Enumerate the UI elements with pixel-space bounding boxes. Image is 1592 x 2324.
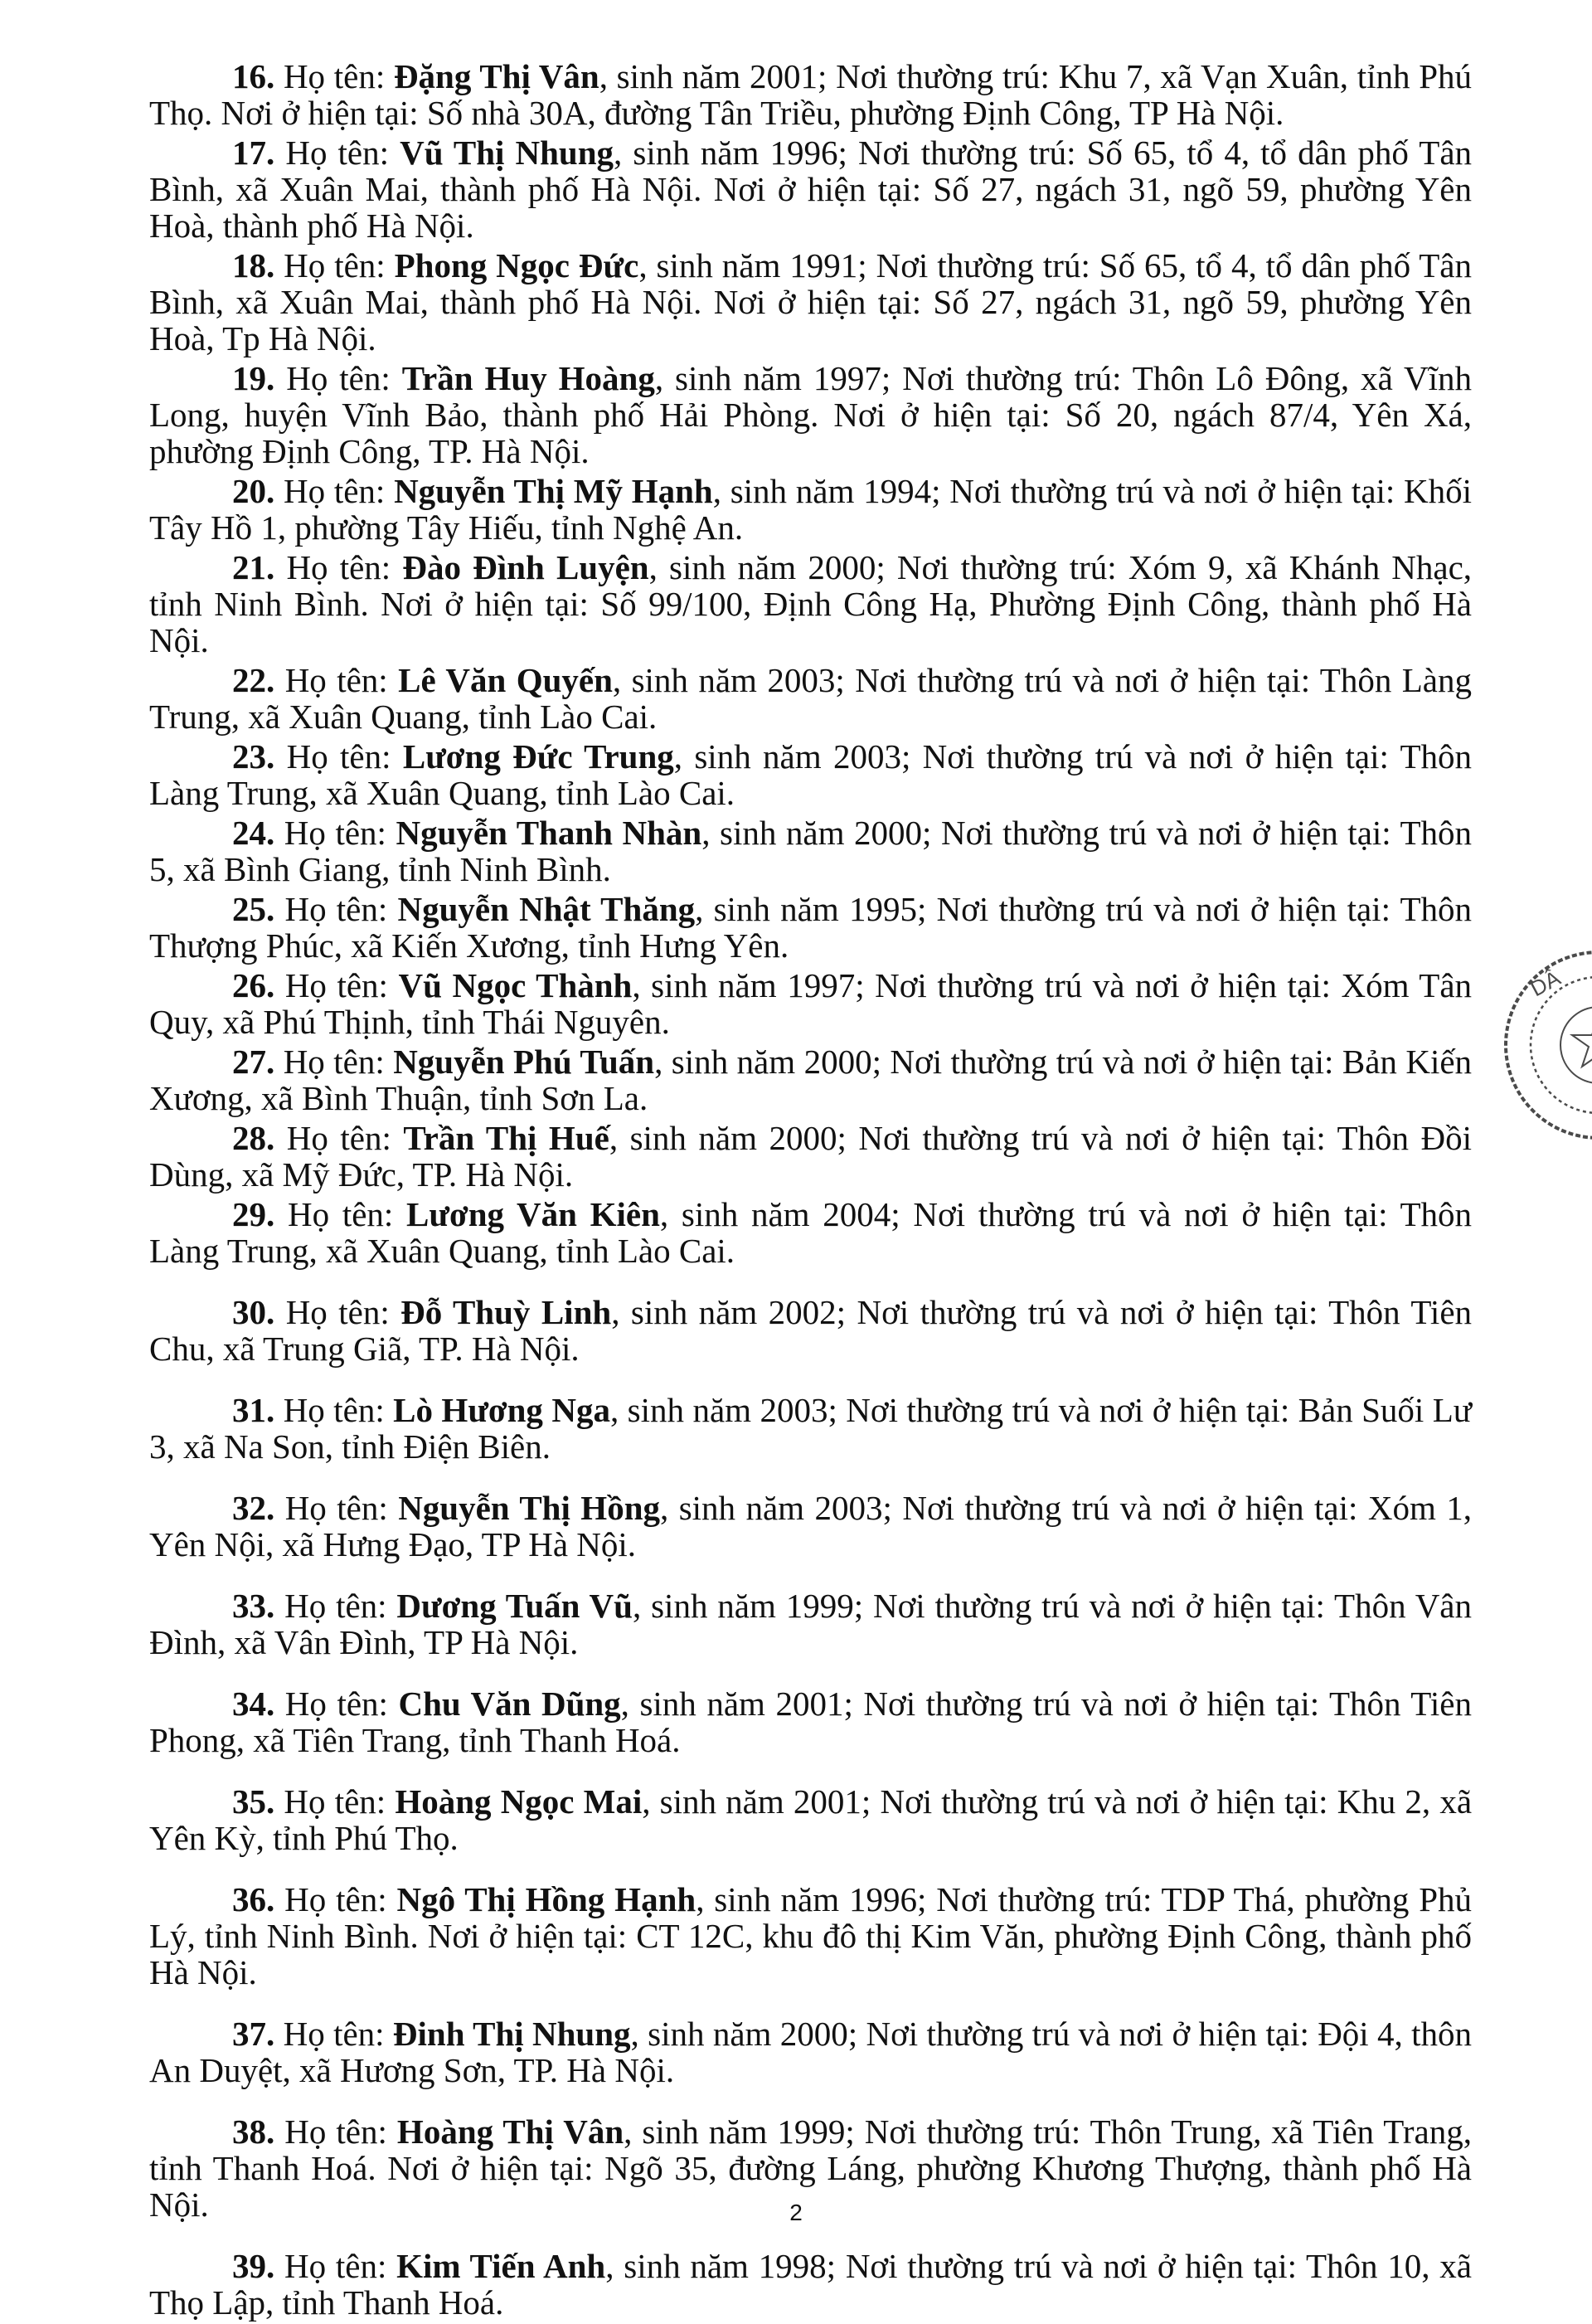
entry-name: Dương Tuấn Vũ — [396, 1587, 633, 1625]
entry-number: 30. — [232, 1293, 275, 1331]
entry-number: 23. — [232, 737, 275, 775]
entry-number: 25. — [232, 890, 275, 928]
entry-21 — [149, 549, 1472, 659]
entry-number: 38. — [232, 2113, 275, 2151]
entry-label: Họ tên: — [285, 134, 390, 172]
entry-label: Họ tên: — [284, 1880, 387, 1918]
entry-details: , sinh năm 1997; Nơi thường trú và nơi ở hiện tại: Xóm Tân Quy, xã Phú Thịnh, tỉnh Thái Nguyên. — [149, 966, 1473, 1041]
entry-26 — [149, 967, 1472, 1040]
entry-20 — [149, 473, 1472, 546]
entry-name: Lương Văn Kiên — [406, 1195, 660, 1233]
entry-name: Vũ Thị Nhung — [400, 134, 614, 172]
entry-16 — [149, 58, 1472, 131]
entry-number: 36. — [232, 1880, 275, 1918]
entry-number: 27. — [232, 1043, 275, 1081]
entry-30 — [149, 1294, 1472, 1367]
entry-label: Họ tên: — [284, 2247, 387, 2285]
entry-number: 31. — [232, 1391, 275, 1429]
entry-label: Họ tên: — [284, 1489, 388, 1527]
entry-25 — [149, 891, 1472, 964]
entry-number: 17. — [232, 134, 275, 172]
seal-emblem-star-icon — [1572, 1015, 1592, 1067]
entry-name: Đỗ Thuỳ Linh — [400, 1293, 612, 1331]
entry-details: , sinh năm 1999; Nơi thường trú và nơi ở hiện tại: Thôn Vân Đình, xã Vân Đình, TP Hà Nội. — [149, 1587, 1472, 1661]
entry-name: Trần Thị Huế — [403, 1119, 609, 1157]
entry-27 — [149, 1043, 1472, 1116]
entry-23 — [149, 738, 1472, 811]
entry-name: Nguyễn Phú Tuấn — [393, 1043, 655, 1081]
entry-number: 32. — [232, 1489, 275, 1527]
entry-number: 20. — [232, 472, 275, 510]
entry-number: 19. — [232, 359, 275, 397]
entry-label: Họ tên: — [284, 966, 388, 1004]
entry-39 — [149, 2248, 1472, 2321]
entry-33 — [149, 1587, 1472, 1660]
entry-label: Họ tên: — [284, 814, 386, 852]
seal-text: DÂ — [1526, 965, 1565, 1002]
entry-number: 29. — [232, 1195, 275, 1233]
entry-number: 21. — [232, 548, 275, 586]
entry-details: , sinh năm 2000; Nơi thường trú và nơi ở hiện tại: Đội 4, thôn An Duyệt, xã Hương Sơn, TP. Hà Nội. — [149, 2015, 1473, 2089]
official-seal-stamp — [1499, 946, 1592, 1145]
entry-31 — [149, 1392, 1472, 1465]
entry-name: Phong Ngọc Đức — [394, 246, 639, 284]
entry-number: 26. — [232, 966, 275, 1004]
entry-18 — [149, 247, 1472, 357]
entry-number: 39. — [232, 2247, 275, 2285]
entry-details: , sinh năm 1997; Nơi thường trú: Thôn Lô Đông, xã Vĩnh Long, huyện Vĩnh Bảo, thành phố Hải Phòng. Nơi ở hiện tại: Số 20, ngách 87/4, Yên Xá, phường Định Công, TP. Hà Nội. — [149, 359, 1473, 470]
entry-28 — [149, 1120, 1472, 1193]
entry-label: Họ tên: — [284, 1587, 387, 1625]
entry-name: Nguyễn Thanh Nhàn — [396, 814, 702, 852]
entry-label: Họ tên: — [284, 472, 386, 510]
entry-label: Họ tên: — [283, 2015, 385, 2053]
entry-name: Hoàng Ngọc Mai — [395, 1782, 643, 1821]
entry-36 — [149, 1881, 1472, 1991]
entry-35 — [149, 1783, 1472, 1856]
entry-number: 22. — [232, 661, 275, 699]
entry-label: Họ tên: — [286, 1119, 391, 1157]
entry-label: Họ tên: — [284, 2113, 387, 2151]
entry-name: Đào Đình Luyện — [402, 548, 649, 586]
entry-label: Họ tên: — [285, 1293, 390, 1331]
entry-29 — [149, 1196, 1472, 1269]
entry-number: 35. — [232, 1782, 275, 1821]
entry-label: Họ tên: — [286, 548, 391, 586]
entry-37 — [149, 2015, 1472, 2088]
entry-label: Họ tên: — [284, 661, 388, 699]
entry-details: , sinh năm 1996; Nơi thường trú: TDP Thá, phường Phủ Lý, tỉnh Ninh Bình. Nơi ở hiện tại: CT 12C, khu đô thị Kim Văn, phường Định Công, thành phố Hà Nội. — [149, 1880, 1473, 1991]
entry-number: 18. — [232, 246, 275, 284]
entry-name: Chu Văn Dũng — [398, 1685, 621, 1723]
entry-details: , sinh năm 1996; Nơi thường trú: Số 65, tổ 4, tổ dân phố Tân Bình, xã Xuân Mai, thành phố Hà Nội. Nơi ở hiện tại: Số 27, ngách 31, ngõ 59, phường Yên Hoà, thành phố Hà Nội. — [149, 134, 1473, 245]
entry-details: , sinh năm 2003; Nơi thường trú và nơi ở hiện tại: Thôn Làng Trung, xã Xuân Quang, tỉnh Lào Cai. — [149, 661, 1473, 736]
entry-details: , sinh năm 2003; Nơi thường trú và nơi ở hiện tại: Thôn Làng Trung, xã Xuân Quang, tỉnh Lào Cai. — [149, 737, 1473, 812]
entry-label: Họ tên: — [284, 1782, 386, 1821]
entry-name: Nguyễn Nhật Thăng — [397, 890, 696, 928]
entry-name: Lương Đức Trung — [402, 737, 674, 775]
entry-details: , sinh năm 2003; Nơi thường trú và nơi ở hiện tại: Bản Suối Lư 3, xã Na Son, tỉnh Điện Biên. — [149, 1391, 1473, 1466]
entry-number: 37. — [232, 2015, 275, 2053]
entry-details: , sinh năm 2001; Nơi thường trú và nơi ở hiện tại: Khu 2, xã Yên Kỳ, tỉnh Phú Thọ. — [149, 1782, 1473, 1857]
entry-19 — [149, 360, 1472, 469]
entry-number: 16. — [232, 57, 275, 95]
entry-name: Đinh Thị Nhung — [392, 2015, 631, 2053]
entry-name: Trần Huy Hoàng — [401, 359, 655, 397]
entry-name: Hoàng Thị Vân — [396, 2113, 624, 2151]
entry-details: , sinh năm 1999; Nơi thường trú: Thôn Trung, xã Tiên Trang, tỉnh Thanh Hoá. Nơi ở hiện tại: Ngõ 35, đường Láng, phường Khương Thượng, thành phố Hà Nội. — [149, 2113, 1473, 2224]
entry-number: 33. — [232, 1587, 275, 1625]
entry-number: 28. — [232, 1119, 275, 1157]
entry-label: Họ tên: — [284, 890, 388, 928]
entry-details: , sinh năm 2001; Nơi thường trú: Khu 7, xã Vạn Xuân, tỉnh Phú Thọ. Nơi ở hiện tại: Số nhà 30A, đường Tân Triều, phường Định Công, TP Hà Nội. — [149, 57, 1473, 132]
entry-24 — [149, 814, 1472, 887]
entry-22 — [149, 662, 1472, 735]
entry-details: , sinh năm 1991; Nơi thường trú: Số 65, tổ 4, tổ dân phố Tân Bình, xã Xuân Mai, thành phố Hà Nội. Nơi ở hiện tại: Số 27, ngách 31, ngõ 59, phường Yên Hoà, Tp Hà Nội. — [149, 246, 1472, 357]
entry-label: Họ tên: — [286, 737, 391, 775]
entry-label: Họ tên: — [284, 1685, 388, 1723]
entry-17 — [149, 134, 1472, 244]
entry-details: , sinh năm 1995; Nơi thường trú và nơi ở hiện tại: Thôn Thượng Phúc, xã Kiến Xương, tỉnh Hưng Yên. — [149, 890, 1473, 965]
entry-label: Họ tên: — [284, 246, 386, 284]
entry-name: Lò Hương Nga — [393, 1391, 610, 1429]
entry-name: Kim Tiến Anh — [396, 2247, 606, 2285]
entry-details: , sinh năm 2000; Nơi thường trú: Xóm 9, xã Khánh Nhạc, tỉnh Ninh Bình. Nơi ở hiện tại: Số 99/100, Định Công Hạ, Phường Định Công, thành phố Hà Nội. — [149, 548, 1473, 659]
entry-name: Ngô Thị Hồng Hạnh — [396, 1880, 696, 1918]
entry-details: , sinh năm 2001; Nơi thường trú và nơi ở hiện tại: Thôn Tiên Phong, xã Tiên Trang, tỉnh Thanh Hoá. — [149, 1685, 1472, 1759]
entry-details: , sinh năm 1994; Nơi thường trú và nơi ở hiện tại: Khối Tây Hồ 1, phường Tây Hiếu, tỉnh Nghệ An. — [149, 472, 1473, 547]
entry-details: , sinh năm 2004; Nơi thường trú và nơi ở hiện tại: Thôn Làng Trung, xã Xuân Quang, tỉnh Lào Cai. — [149, 1195, 1473, 1270]
entry-name: Lê Văn Quyến — [398, 661, 613, 699]
entry-label: Họ tên: — [287, 1195, 394, 1233]
entry-number: 34. — [232, 1685, 275, 1723]
entry-name: Nguyễn Thị Mỹ Hạnh — [394, 472, 713, 510]
entry-name: Vũ Ngọc Thành — [398, 966, 633, 1004]
entry-label: Họ tên: — [283, 1043, 385, 1081]
entry-label: Họ tên: — [286, 359, 391, 397]
entry-label: Họ tên: — [283, 57, 386, 95]
entry-details: , sinh năm 2000; Nơi thường trú và nơi ở hiện tại: Thôn 5, xã Bình Giang, tỉnh Ninh Bình. — [149, 814, 1473, 888]
entry-number: 24. — [232, 814, 275, 852]
entry-details: , sinh năm 2000; Nơi thường trú và nơi ở hiện tại: Thôn Đồi Dùng, xã Mỹ Đức, TP. Hà Nội. — [149, 1119, 1473, 1194]
page-number: 2 — [789, 2200, 803, 2225]
entry-name: Nguyễn Thị Hồng — [398, 1489, 660, 1527]
entry-label: Họ tên: — [283, 1391, 385, 1429]
entry-details: , sinh năm 2002; Nơi thường trú và nơi ở hiện tại: Thôn Tiên Chu, xã Trung Giã, TP. Hà Nội. — [149, 1293, 1473, 1368]
entry-list — [149, 58, 1472, 2324]
entry-name: Đặng Thị Vân — [393, 57, 599, 95]
entry-32 — [149, 1490, 1472, 1563]
entry-34 — [149, 1685, 1472, 1758]
entry-details: , sinh năm 1998; Nơi thường trú và nơi ở hiện tại: Thôn 10, xã Thọ Lập, tỉnh Thanh Hoá. — [149, 2247, 1472, 2322]
entry-details: , sinh năm 2003; Nơi thường trú và nơi ở hiện tại: Xóm 1, Yên Nội, xã Hưng Đạo, TP Hà Nội. — [149, 1489, 1473, 1563]
entry-details: , sinh năm 2000; Nơi thường trú và nơi ở hiện tại: Bản Kiến Xương, xã Bình Thuận, tỉnh Sơn La. — [149, 1043, 1473, 1117]
